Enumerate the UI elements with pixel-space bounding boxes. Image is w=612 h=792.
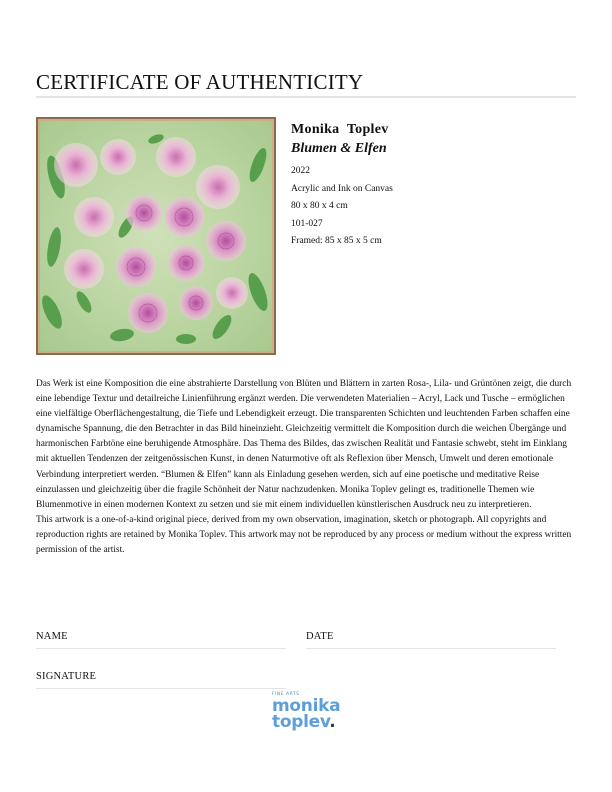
logo-line-2: toplev xyxy=(272,712,330,732)
artist-name: Monika Toplev xyxy=(291,122,389,137)
artwork-medium: Acrylic and Ink on Canvas xyxy=(291,183,393,194)
name-line[interactable] xyxy=(36,648,286,649)
title-divider xyxy=(36,96,576,98)
date-line[interactable] xyxy=(306,648,556,649)
signature-label: SIGNATURE xyxy=(36,671,97,682)
artwork-image xyxy=(36,117,276,355)
logo-tagline: FINE ARTS xyxy=(272,692,300,697)
date-label: DATE xyxy=(306,631,334,642)
description-german: Das Werk ist eine Komposition die eine abstrahierte Darstellung von Blüten und Blättern in zarten Rosa-, Lila- und Grüntönen zeigt, die durch eine lebendige Textur und detailreiche Linienführung ergänzt werden. Die verwendeten Materialien – Acryl, Lack und Tusche – ermöglichen eine vielfältige Oberflächengestaltung, die Tiefe und Lebendigkeit erzeugt. Die transparenten Schichten und leuchtenden Farben schaffen eine dynamische Spannung, die den Betrachter in das Bild hineinzieht. Gleichzeitig vermittelt die Komposition durch die weichen Übergänge und harmonischen Farbtöne eine beruhigende Atmosphäre. Das Thema des Bildes, das zwischen Realität und Fantasie schwebt, steht im Einklang mit aktuellen Tendenzen der zeitgenössischen Kunst, in denen Naturmotive oft als Reflexion über Mensch, Umwelt und deren emotionale Verbindung interpretiert werden. “Blumen & Elfen” kann als Einladung gesehen werden, sich auf eine poetische und meditative Reise einzulassen und gleichzeitig über die fragile Schönheit der Natur nachzudenken. Monika Toplev gelingt es, traditionelle Themen wie Blumenmotive in einen modernen Kontext zu setzen und sie mit einem individuellen künstlerischen Ausdruck neu zu interpretieren. xyxy=(36,379,572,510)
artwork-framed-size: Framed: 85 x 85 x 5 cm xyxy=(291,236,382,246)
artwork-catalog-number: 101-027 xyxy=(291,218,323,229)
description xyxy=(36,377,576,558)
logo-line-1: monika xyxy=(272,696,341,716)
logo-dot: . xyxy=(329,712,336,732)
artwork-title: Blumen & Elfen xyxy=(291,141,387,156)
name-label: NAME xyxy=(36,631,68,642)
signature-line[interactable] xyxy=(36,688,286,689)
artist-logo xyxy=(272,692,352,738)
artwork-details xyxy=(291,122,581,251)
copyright-notice: This artwork is a one-of-a-kind original piece, derived from my own observation, imagination, sketch or photograph. All copyrights and reproduction rights are retained by Monika Toplev. This artwork may not be reproduced by any process or medium without the express written permission of the artist. xyxy=(36,514,572,556)
certificate-title: CERTIFICATE OF AUTHENTICITY xyxy=(36,70,364,94)
artwork-dimensions: 80 x 80 x 4 cm xyxy=(291,201,348,211)
artwork-year: 2022 xyxy=(291,166,310,176)
